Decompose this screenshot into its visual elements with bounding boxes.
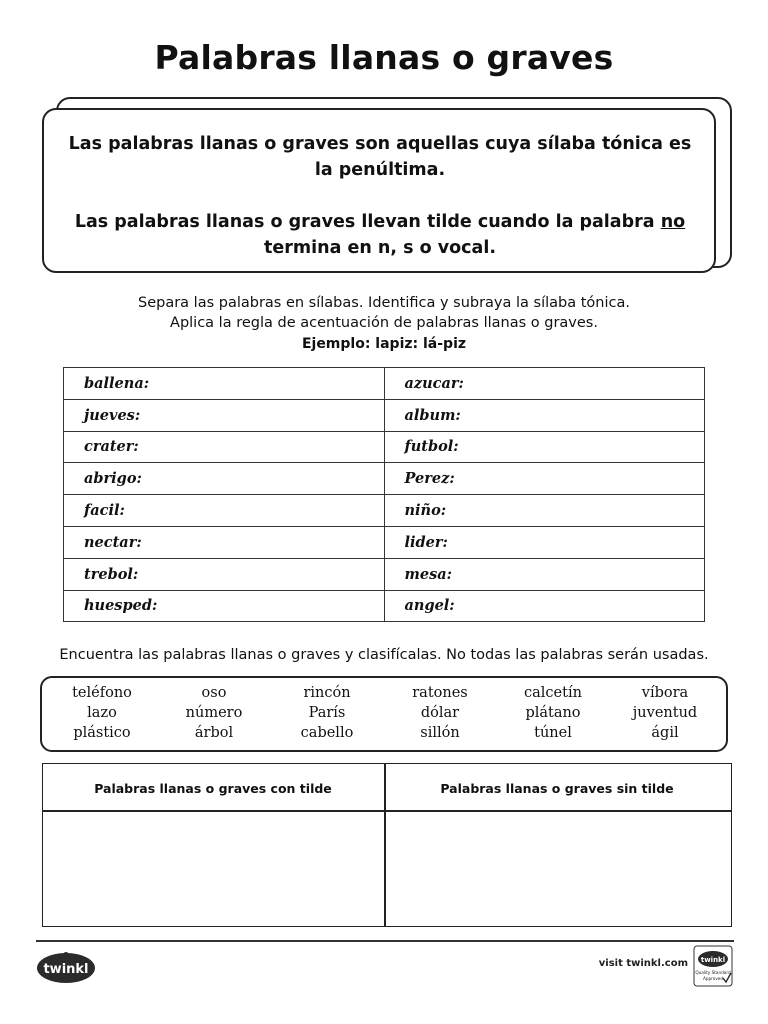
bank-word: plátano	[525, 705, 581, 721]
page-title: Palabras llanas o graves	[154, 38, 614, 77]
bank-word: sillón	[420, 725, 460, 741]
word-bank-column	[272, 683, 382, 743]
rule-text-2-end: termina en n, s o vocal.	[264, 238, 496, 258]
word-cell[interactable]: facil:	[64, 495, 385, 527]
word-bank-column	[159, 683, 269, 743]
table-row	[64, 526, 705, 558]
word-cell[interactable]: trebol:	[64, 558, 385, 590]
badge-brand: twinkl	[700, 956, 726, 964]
sort-answer-area-without-accent[interactable]	[387, 812, 730, 925]
table-row	[64, 399, 705, 431]
bank-word: ratones	[412, 685, 468, 701]
word-bank-column	[385, 683, 495, 743]
word-cell[interactable]: mesa:	[384, 558, 705, 590]
word-cell[interactable]: ballena:	[64, 368, 385, 400]
bank-word: París	[308, 705, 346, 721]
classify-instruction: Encuentra las palabras llanas o graves y clasifícalas. No todas las palabras serán usadas.	[59, 647, 709, 663]
instruction-line-1: Separa las palabras en sílabas. Identifica y subraya la sílaba tónica.	[138, 295, 630, 311]
rule-text-1: Las palabras llanas o graves son aquellas cuya sílaba tónica es la penúltima.	[68, 134, 692, 180]
word-bank-column	[610, 683, 720, 743]
word-cell[interactable]: angel:	[384, 590, 705, 622]
bank-word: víbora	[641, 685, 689, 701]
word-bank-column	[498, 683, 608, 743]
table-row	[64, 368, 705, 400]
rule-text-2-underlined: no	[660, 212, 686, 232]
word-cell[interactable]: album:	[384, 399, 705, 431]
table-row	[64, 558, 705, 590]
word-cell[interactable]: huesped:	[64, 590, 385, 622]
word-cell[interactable]: azucar:	[384, 368, 705, 400]
footer-rule	[36, 940, 734, 942]
bank-word: ágil	[651, 725, 679, 741]
table-row	[64, 463, 705, 495]
bank-word: túnel	[534, 725, 572, 741]
bank-word: cabello	[300, 725, 354, 741]
word-cell[interactable]: Perez:	[384, 463, 705, 495]
visit-link[interactable]: visit twinkl.com	[598, 958, 688, 969]
bank-word: lazo	[87, 705, 117, 721]
word-cell[interactable]: abrigo:	[64, 463, 385, 495]
badge-line-2: Approved	[702, 976, 724, 981]
rule-text-2-start: Las palabras llanas o graves llevan tilde cuando la palabra	[74, 212, 661, 232]
badge-line-1: Quality Standard	[695, 970, 731, 975]
bank-word: plástico	[73, 725, 131, 741]
instruction-example: Ejemplo: lapiz: lá-piz	[301, 336, 467, 352]
sort-header-with-accent: Palabras llanas o graves con tilde	[94, 781, 332, 796]
instruction-line-2: Aplica la regla de acentuación de palabras llanas o graves.	[170, 315, 598, 331]
bank-word: teléfono	[72, 685, 132, 701]
table-row	[64, 431, 705, 463]
bank-word: árbol	[194, 725, 234, 741]
table-row	[64, 495, 705, 527]
twinkl-logo-icon	[36, 950, 96, 984]
bank-word: juventud	[632, 705, 698, 721]
bank-word: calcetín	[524, 685, 582, 701]
word-cell[interactable]: lider:	[384, 526, 705, 558]
word-cell[interactable]: crater:	[64, 431, 385, 463]
rule-text-2	[60, 209, 700, 261]
logo-text: twinkl	[43, 962, 89, 977]
word-cell[interactable]: jueves:	[64, 399, 385, 431]
quality-standard-badge-icon	[693, 945, 733, 987]
bank-word: dólar	[420, 705, 460, 721]
bank-word: rincón	[303, 685, 351, 701]
sort-answer-area-with-accent[interactable]	[44, 812, 383, 925]
table-row	[64, 590, 705, 622]
bank-word: número	[185, 705, 243, 721]
sort-header-without-accent: Palabras llanas o graves sin tilde	[440, 781, 674, 796]
syllable-table	[63, 367, 705, 622]
word-cell[interactable]: nectar:	[64, 526, 385, 558]
word-bank-column	[47, 683, 157, 743]
bank-word: oso	[201, 685, 227, 701]
word-cell[interactable]: futbol:	[384, 431, 705, 463]
word-cell[interactable]: niño:	[384, 495, 705, 527]
